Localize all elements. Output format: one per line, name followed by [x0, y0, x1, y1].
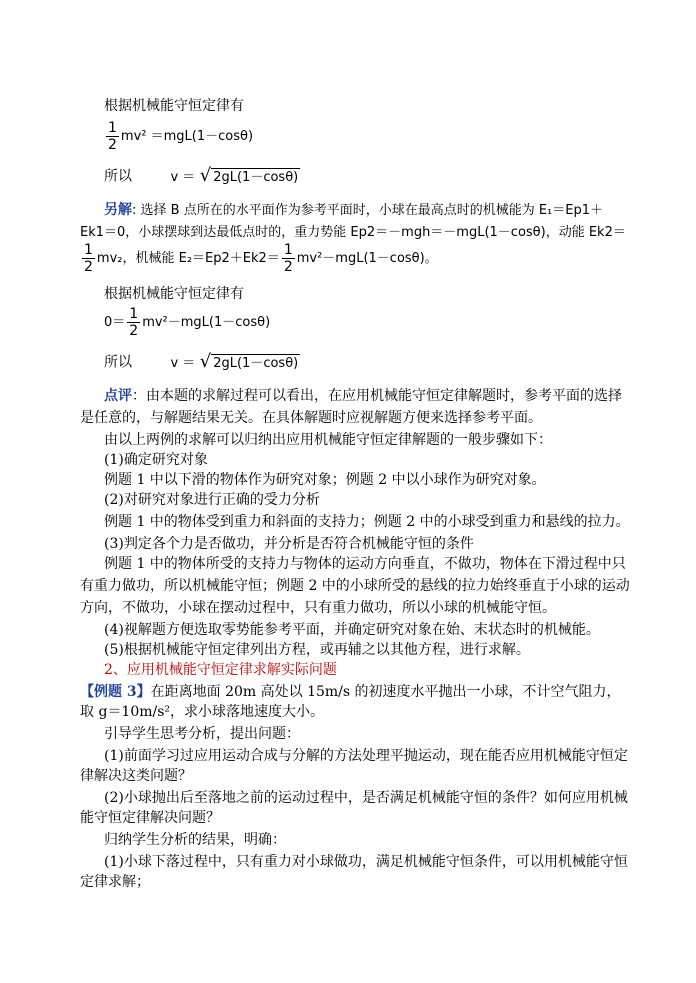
fraction-numerator: 1 — [129, 305, 139, 322]
comment-line — [104, 386, 622, 406]
fraction-denominator: 2 — [108, 136, 117, 153]
alternate-solution-label: 另解 — [104, 202, 132, 218]
text-line: 能守恒定律解决问题？ — [80, 810, 220, 826]
fraction-numerator: 1 — [108, 119, 117, 136]
equation-velocity — [104, 166, 300, 188]
step-heading: (5)根据机械能守恒定律列出方程，或再辅之以其他方程，进行求解。 — [104, 642, 530, 658]
text-content: Ek1＝0，小球摆球到达最低点时的，重力势能 Ep2＝－mgh＝－mgL(1－cosθ)，动能 Ek2＝ — [80, 225, 626, 240]
fraction-denominator: 2 — [283, 258, 293, 275]
equation-text: mv² ＝mgL(1－cosθ) — [120, 129, 254, 144]
text-line: 方向，不做功，小球在摆动过程中，只有重力做功，所以小球的机械能守恒。 — [80, 600, 556, 616]
equation-text: mv²－mgL(1－cosθ)。 — [296, 251, 438, 266]
fraction-numerator: 1 — [283, 241, 293, 258]
so-label: 所以 — [104, 354, 132, 371]
fraction-denominator: 2 — [129, 322, 139, 339]
step-heading: (3)判定各个力是否做功，并分析是否符合机械能守恒的条件 — [104, 536, 474, 552]
text-content: 在距离地面 20m 高处以 15m/s 的初速度水平抛出一小球，不计空气阻力， — [150, 684, 621, 700]
fraction-denominator: 2 — [84, 258, 93, 275]
so-label: 所以 — [104, 168, 132, 185]
text-line: (1)前面学习过应用运动合成与分解的方法处理平抛运动，现在能否应用机械能守恒定 — [104, 748, 628, 764]
text-line: 有重力做功，所以机械能守恒；例题 2 中的小球所受的悬线的拉力始终垂直于小球的运动 — [80, 578, 630, 594]
text-line: (2)小球抛出后至落地之前的运动过程中，是否满足机械能守恒的条件？如何应用机械 — [104, 790, 628, 806]
fraction-numerator: 1 — [84, 241, 93, 258]
step-heading: (4)视解题方便选取零势能参考平面，并确定研究对象在始、末状态时的机械能。 — [104, 622, 600, 638]
alternate-solution-line — [104, 200, 603, 221]
text-line: 归纳学生分析的结果，明确： — [104, 832, 286, 848]
text-line: 律解决这类问题？ — [80, 768, 192, 784]
text-line: (1)小球下落过程中，只有重力对小球做功，满足机械能守恒条件，可以用机械能守恒 — [104, 854, 628, 870]
text-line: 是任意的，与解题结果无关。在具体解题时应视解题方便来选择参考平面。 — [80, 410, 542, 426]
fraction — [282, 242, 295, 275]
text-line: 引导学生思考分析，提出问题： — [104, 726, 300, 742]
text-line: 定律求解； — [80, 874, 150, 890]
equation-energy-conservation — [104, 118, 253, 155]
text-line: 例题 1 中以下滑的物体作为研究对象；例题 2 中以小球作为研究对象。 — [104, 472, 546, 488]
fraction — [82, 242, 95, 275]
equation-mechanical-energy — [80, 240, 438, 277]
text-content: ：由本题的求解过程可以看出，在应用机械能守恒定律解题时，参考平面的选择 — [132, 388, 622, 404]
text-line: 例题 1 中的物体所受的支持力与物体的运动方向垂直，不做功，物体在下滑过程中只 — [104, 556, 626, 572]
comment-label: 点评 — [104, 388, 132, 404]
section-heading: 2、应用机械能守恒定律求解实际问题 — [104, 662, 337, 678]
square-root: √ 2gL(1－cosθ) — [199, 165, 299, 186]
sqrt-content: 2gL(1－cosθ) — [213, 356, 299, 371]
fraction — [127, 306, 140, 339]
text-line: 例题 1 中的物体受到重力和斜面的支持力；例题 2 中的小球受到重力和悬线的拉力。 — [104, 514, 630, 530]
equation-conservation-2 — [104, 304, 270, 341]
equation-text: 0＝ — [104, 315, 126, 330]
step-heading: (1)确定研究对象 — [104, 452, 208, 468]
fraction — [106, 120, 119, 153]
text-line: 根据机械能守恒定律有 — [104, 98, 244, 114]
velocity-symbol: v ＝ — [170, 355, 196, 371]
text-line: : 选择 B 点所在的水平面作为参考平面时，小球在最高点时的机械能为 E₁＝Ep1＋ — [132, 203, 603, 218]
equation-text: mv₂，机械能 E₂＝Ep2＋Ek2＝ — [96, 251, 280, 266]
sqrt-content: 2gL(1－cosθ) — [213, 170, 299, 185]
equation-text: mv²－mgL(1－cosθ) — [142, 315, 271, 330]
text-line: 由以上两例的求解可以归纳出应用机械能守恒定律解题的一般步骤如下： — [104, 432, 552, 448]
text-line: 取 g＝10m/s²，求小球落地速度大小。 — [80, 704, 325, 720]
step-heading: (2)对研究对象进行正确的受力分析 — [104, 492, 320, 508]
example-label: 【例题 3】 — [80, 684, 151, 700]
example-3-line — [80, 682, 621, 702]
text-line: 根据机械能守恒定律有 — [104, 286, 244, 302]
square-root: √ 2gL(1－cosθ) — [199, 351, 299, 372]
velocity-symbol: v ＝ — [170, 169, 196, 185]
equation-velocity-2 — [104, 352, 300, 374]
